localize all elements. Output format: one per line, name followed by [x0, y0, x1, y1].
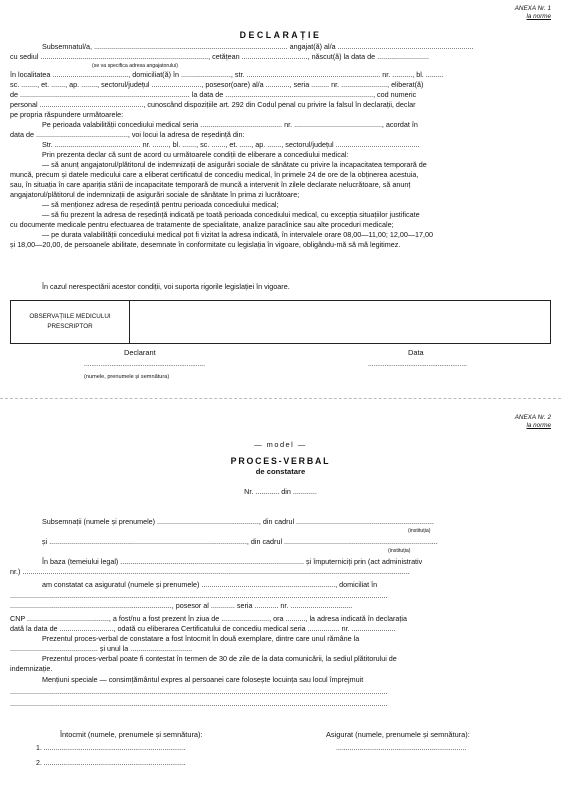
declaration-line: Str. ........................................... nr. ........, bl. ......., sc. ......., et. ......, ap. ......., sectorul/județul ..........................................	[42, 140, 420, 149]
report-line: CNP ........................................., a fost/nu a fost prezent în ziua de ........................, ora .........., la adresa indicată în declarația	[10, 614, 407, 623]
declaration-line: muncă, precum și datele medicului care a eliberat certificatul de concediu medical, în primele 24 de ore de la obținerea acestuia,	[10, 170, 419, 179]
report-line: am constatat ca asiguratul (numele și prenumele) ..................................................................., domiciliat în	[42, 580, 378, 589]
declaration-line: — pe durata valabilității concediului medical pot fi vizitat la adresa indicată, în intervalele orare 08,00—11,00; 12,00—17,00	[42, 230, 434, 239]
declaration-title: DECLARAȚIE	[239, 30, 322, 40]
report-line: și ..................................................................................................., din cadrul .............................................................................	[42, 537, 438, 546]
declaration-line: în localitatea ......................................, domiciliat(ă) în ........................., str. ................................................................... nr. .........., bl. .........	[10, 70, 444, 79]
declaration-hint: (se va specifica adresa angajatorului)	[92, 63, 178, 69]
drawn-up-signature-1: 1. .........................................................................	[36, 745, 186, 752]
declaration-line: Prin prezenta declar că sunt de acord cu următoarele condiții de eliberare a concediului medical:	[42, 150, 349, 159]
report-line: Mențiuni speciale — consimțământul expres al persoanei care folosește locuința sau locul împrejmuit	[42, 675, 364, 684]
page-divider	[0, 398, 561, 399]
declaration-line: data de .............................................., voi locui la adresa de reședință din:	[10, 130, 245, 139]
annex-2-number: ANEXA Nr. 2	[514, 414, 551, 421]
declaration-line: angajatorul/plătitorul de indemnizații de asigurări sociale de sănătate în prima zi lucrătoare;	[10, 190, 300, 199]
annex-1-label	[515, 5, 551, 21]
drawn-up-label: Întocmit (numele, prenumele și semnătura):	[60, 730, 203, 739]
declaration-line: În cazul nerespectării acestor condiții, voi suporta rigorile legislației în vigoare.	[42, 282, 290, 291]
report-line: .............................................................................................................................................................................................	[10, 699, 388, 708]
declaration-line: pe propria răspundere următoarele:	[10, 110, 124, 119]
prescriber-observations-label: OBSERVAȚIILE MEDICULUI PRESCRIPTOR	[11, 301, 130, 343]
report-line: ............................................ și unul la ...............................	[10, 644, 193, 653]
insured-signature-line: ...................................................................	[336, 745, 467, 752]
declaration-line: sau, în situația în care apariția stării de incapacitate temporară de muncă a intervenit în zilele declarate nelucrătoare, să anunț	[10, 180, 411, 189]
insured-label: Asigurat (numele, prenumele și semnătura):	[326, 730, 470, 739]
date-label: Data	[408, 348, 424, 357]
report-line: .............................................................................................................................................................................................	[10, 591, 388, 600]
report-subtitle: de constatare	[255, 467, 306, 476]
date-line: ......................................................	[368, 361, 467, 368]
report-number: Nr. ............ din ............	[244, 487, 317, 496]
declaration-line: cu sediul ...................................................................................., cetățean ................................., născut(ă) la data de ..........................	[10, 52, 430, 61]
report-line: .............................................................................................................................................................................................	[10, 687, 388, 696]
annex-1-norms: la norme	[526, 13, 551, 20]
report-line: În baza (temeiului legal) ............................................................................................ și împuterniciți prin (act administrativ	[42, 557, 423, 566]
declarant-label: Declarant	[124, 348, 156, 357]
report-title: PROCES-VERBAL	[230, 456, 331, 466]
report-line: Prezentul proces-verbal poate fi contestat în termen de 30 de zile de la data comunicării, la sediul plătitorului de	[42, 654, 397, 663]
declaration-line: Subsemnatul/a, ................................................................................................. angajat(ă) al/a ....................................................................	[42, 42, 474, 51]
prescriber-observations-box	[10, 300, 551, 344]
report-hint: (instituția)	[388, 548, 411, 554]
drawn-up-signature-2: 2. .........................................................................	[36, 760, 186, 767]
annex-2-label	[515, 414, 551, 430]
declaration-line: și 18,00—20,00, de persoanele abilitate, desemnate în conformitate cu legislația în vigoare, obligându-mă să mă legitimez.	[10, 240, 401, 249]
report-hint: (instituția)	[408, 528, 431, 534]
report-line: dată la data de ..........................., odată cu eliberarea Certificatului de concediu medical seria ................ nr. ......................	[10, 624, 396, 633]
report-line: ................................................................................., posesor al ............ seria ............ nr. ...............................	[10, 601, 353, 610]
declaration-line: — să menționez adresa de reședință pentru perioada concediului medical;	[42, 200, 279, 209]
annex-1-number: ANEXA Nr. 1	[514, 5, 551, 12]
declaration-line: sc. ........, et. ......., ap. ........, sectorul/județul ........................., posesor(oare) al/a ............, seria ......... nr. ......................., eliberat(ă)	[10, 80, 424, 89]
declaration-line: — să fiu prezent la adresa de reședință indicată pe toată perioada concediului medical, cu excepția situațiilor justificate	[42, 210, 420, 219]
report-line: indemnizație.	[10, 664, 53, 673]
declarant-signature-line: ..................................................................	[84, 361, 205, 368]
declarant-hint: (numele, prenumele și semnătura)	[84, 374, 170, 380]
report-line: Prezentul proces-verbal de constatare a fost întocmit în două exemplare, dintre care unul rămâne la	[42, 634, 360, 643]
annex-2-norms: la norme	[526, 422, 551, 429]
declaration-line: Pe perioada valabilității concediului medical seria ......................................... nr. ............................................, acordat în	[42, 120, 418, 129]
declaration-line: cu documente medicale pentru efectuarea de tratamente de specialitate, analize paraclinice sau alte proceduri medicale;	[10, 220, 394, 229]
declaration-line: personal ...................................................., cunoscând dispozițiile art. 292 din Codul penal cu privire la falsul în declarații, declar	[10, 100, 416, 109]
report-line: Subsemnații (numele și prenumele) ..................................................., din cadrul .....................................................................	[42, 517, 434, 526]
report-line: nr.) ..................................................................................................................................................................................................	[10, 567, 410, 576]
declaration-line: de ..................................................................................... la data de .........................................................................., cod numeric	[10, 90, 417, 99]
declaration-line: — să anunț angajatorul/plătitorul de indemnizații de asigurări sociale de sănătate cu privire la incapacitatea temporară de	[42, 160, 427, 169]
model-label: — model —	[254, 440, 307, 449]
